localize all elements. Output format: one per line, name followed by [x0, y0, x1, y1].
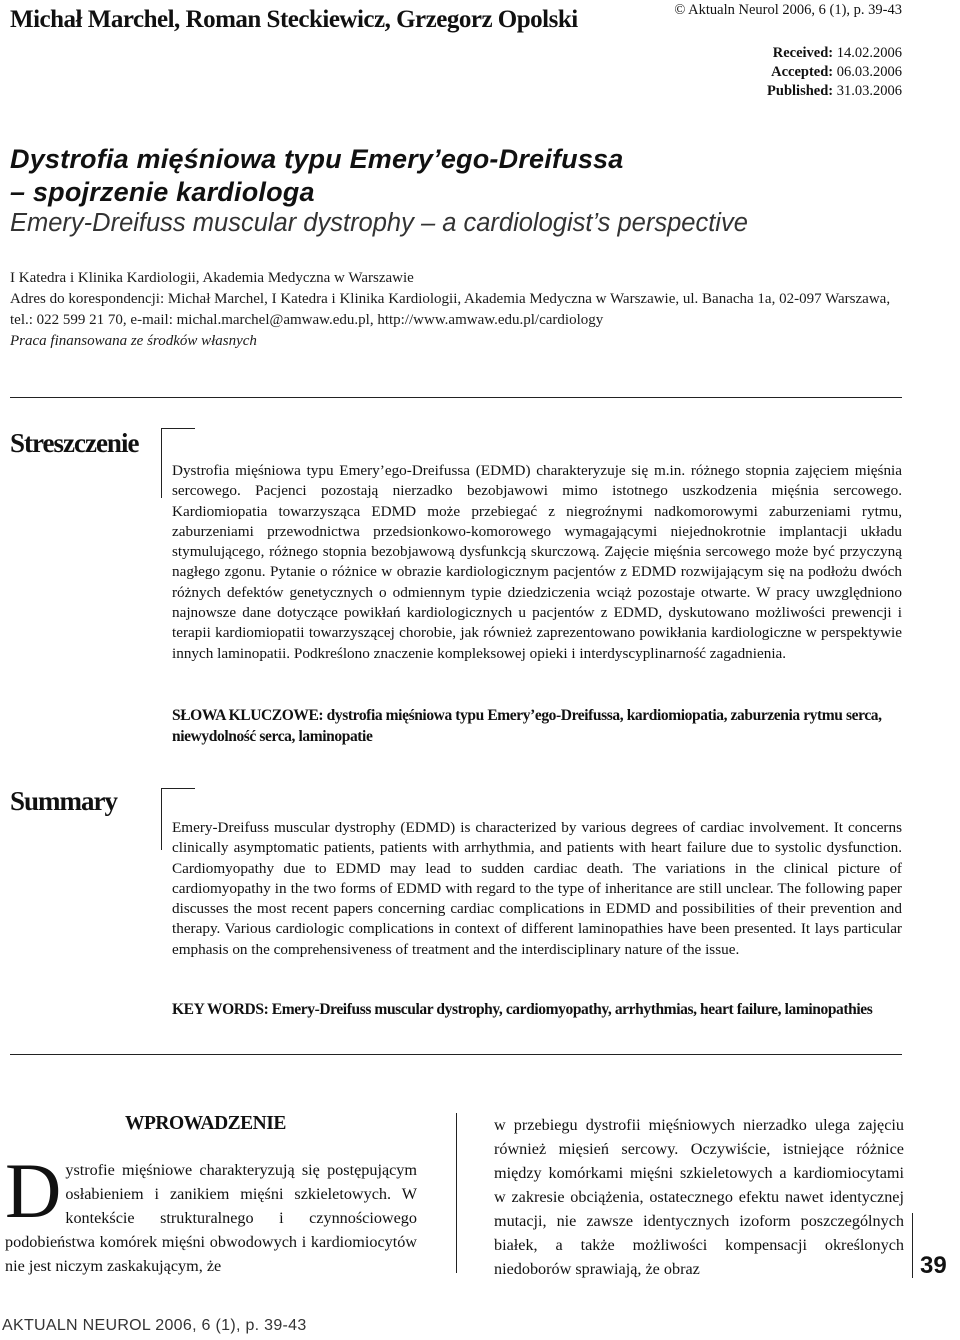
streszczenie-heading: Streszczenie — [10, 428, 139, 458]
summary-text: Emery-Dreifuss muscular dystrophy (EDMD) is characterized by various degrees of cardiac involvement. It concerns clinically asymptomatic patients, patients with arrhythmia, and patients with heart failure due to systolic dysfunction. Cardiomyopathy due to EDMD may lead to sudden cardiac death. The variations in the clinical picture of cardiomyopathy in the two forms of EDMD with regard to the type of inheritance are still unclear. The following paper discusses the most recent papers concerning cardiac complications in EDMD and possibilities of their prevention and therapy. Various cardiologic complications in context of different laminopathies have been presented. It lays particular emphasis on the comprehensiveness of treatment and the interdisciplinary nature of the issue. — [172, 819, 902, 958]
page-number: 39 — [920, 1252, 947, 1279]
title-line-1: Dystrofia mięśniowa typu Emery’ego-Dreifussa — [10, 144, 624, 174]
published-date: Published: 31.03.2006 — [767, 83, 902, 99]
funding-note: Praca finansowana ze środków własnych — [10, 333, 257, 349]
intro-left-text: ystrofie mięśniowe charakteryzują się postępującym osłabieniem i zanikiem mięśni szkieletowych. W kontekście strukturalnego i czynnościowego podobieństwa komórek mięśni obwodowych i kardiomiocytów nie jest niczym zaskakującym, że — [5, 1161, 417, 1275]
intro-left-column — [5, 1147, 417, 1278]
authors: Michał Marchel, Roman Steckiewicz, Grzegorz Opolski — [10, 6, 578, 33]
article-title-polish — [10, 143, 623, 209]
article-title-english: Emery-Dreifuss muscular dystrophy – a cardiologist’s perspective — [10, 209, 748, 237]
divider-top — [10, 397, 902, 398]
title-line-2: – spojrzenie kardiologa — [10, 177, 315, 207]
intro-heading: WPROWADZENIE — [125, 1113, 286, 1134]
institution: I Katedra i Klinika Kardiologii, Akademia Medyczna w Warszawie — [10, 270, 414, 286]
streszczenie-bracket-line — [161, 428, 162, 498]
journal-reference: © Aktualn Neurol 2006, 6 (1), p. 39-43 — [674, 2, 902, 18]
publication-dates — [767, 44, 902, 101]
key-words: KEY WORDS: Emery-Dreifuss muscular dystrophy, cardiomyopathy, arrhythmias, heart failure, laminopathies — [172, 1001, 873, 1018]
summary-bracket-tick — [161, 788, 195, 789]
summary-heading: Summary — [10, 786, 117, 816]
intro-right-column: w przebiegu dystrofii mięśniowych nierzadko ulega zajęciu również mięsień sercowy. Oczywiście, istniejące różnice między komórkami mięśni szkieletowych a kardiomiocytami w zakresie obciążenia, ostatecznego efektu nawet identycznej mutacji, nie zawsze identycznych izoform poszczególnych białek, a także możliwości kompensacji określonych niedoborów sprawiają, że obraz — [494, 1116, 904, 1278]
streszczenie-text: Dystrofia mięśniowa typu Emery’ego-Dreifussa (EDMD) charakteryzuje się m.in. różnego stopnia zajęciem mięśnia sercowego. Pacjenci pozostają nierzadko bezobjawowi mimo istotnego uszkodzenia mięśnia sercowego. Kardiomiopatia towarzysząca EDMD może przebiegać z niegroźnymi nadkomorowymi zaburzeniami rytmu, zaburzeniami przewodnictwa przedsionkowo-komorowego wymagającymi niejednokrotnie implantacji układu stymulującego, różnego stopnia bezobjawową dysfunkcją skurczową. Zajęcie mięśnia sercowego może być przyczyną nagłego zgonu. Pytanie o różnice w obrazie kardiologicznym pacjentów z EDMD rozwijającym się na podłożu dwóch różnych defektów genetycznych o odmiennym typie dziedziczenia wciąż pozostaje otwarte. W pracy uwzględniono najnowsze dane dotyczące powikłań kardiologicznych u pacjentów z EDMD, dyskutowano możliwości prewencji i terapii kardiomiopatii towarzyszącej chorobie, jak również zaprezentowano powikłania kardiologiczne w perspektywie innych laminopatii. Podkreślono znaczenie kompleksowej opieki i interdyscyplinarność zagadnienia. — [172, 462, 902, 662]
correspondence-address: Adres do korespondencji: Michał Marchel, I Katedra i Klinika Kardiologii, Akademia Medyczna w Warszawie, ul. Banacha 1a, 02-097 Warszawa, tel.: 022 599 21 70, e-mail: michal.marchel@amwaw.edu.pl, http://www.amwaw.edu.pl/cardiology — [10, 291, 891, 328]
running-footer: AKTUALN NEUROL 2006, 6 (1), p. 39-43 — [2, 1317, 307, 1334]
accepted-date: Accepted: 06.03.2006 — [771, 64, 902, 80]
divider-bottom — [10, 1054, 902, 1055]
summary-bracket-line — [161, 788, 162, 850]
received-date: Received: 14.02.2006 — [772, 45, 902, 61]
column-divider — [456, 1113, 457, 1273]
affiliation-block — [10, 268, 910, 352]
slowa-kluczowe: SŁOWA KLUCZOWE: dystrofia mięśniowa typu Emery’ego-Dreifussa, kardiomiopatia, zaburzenia rytmu serca, niewydolność serca, laminopatie — [172, 707, 882, 745]
page-number-rule — [912, 1213, 913, 1278]
streszczenie-bracket-tick — [161, 428, 195, 429]
drop-cap: D — [5, 1147, 62, 1234]
